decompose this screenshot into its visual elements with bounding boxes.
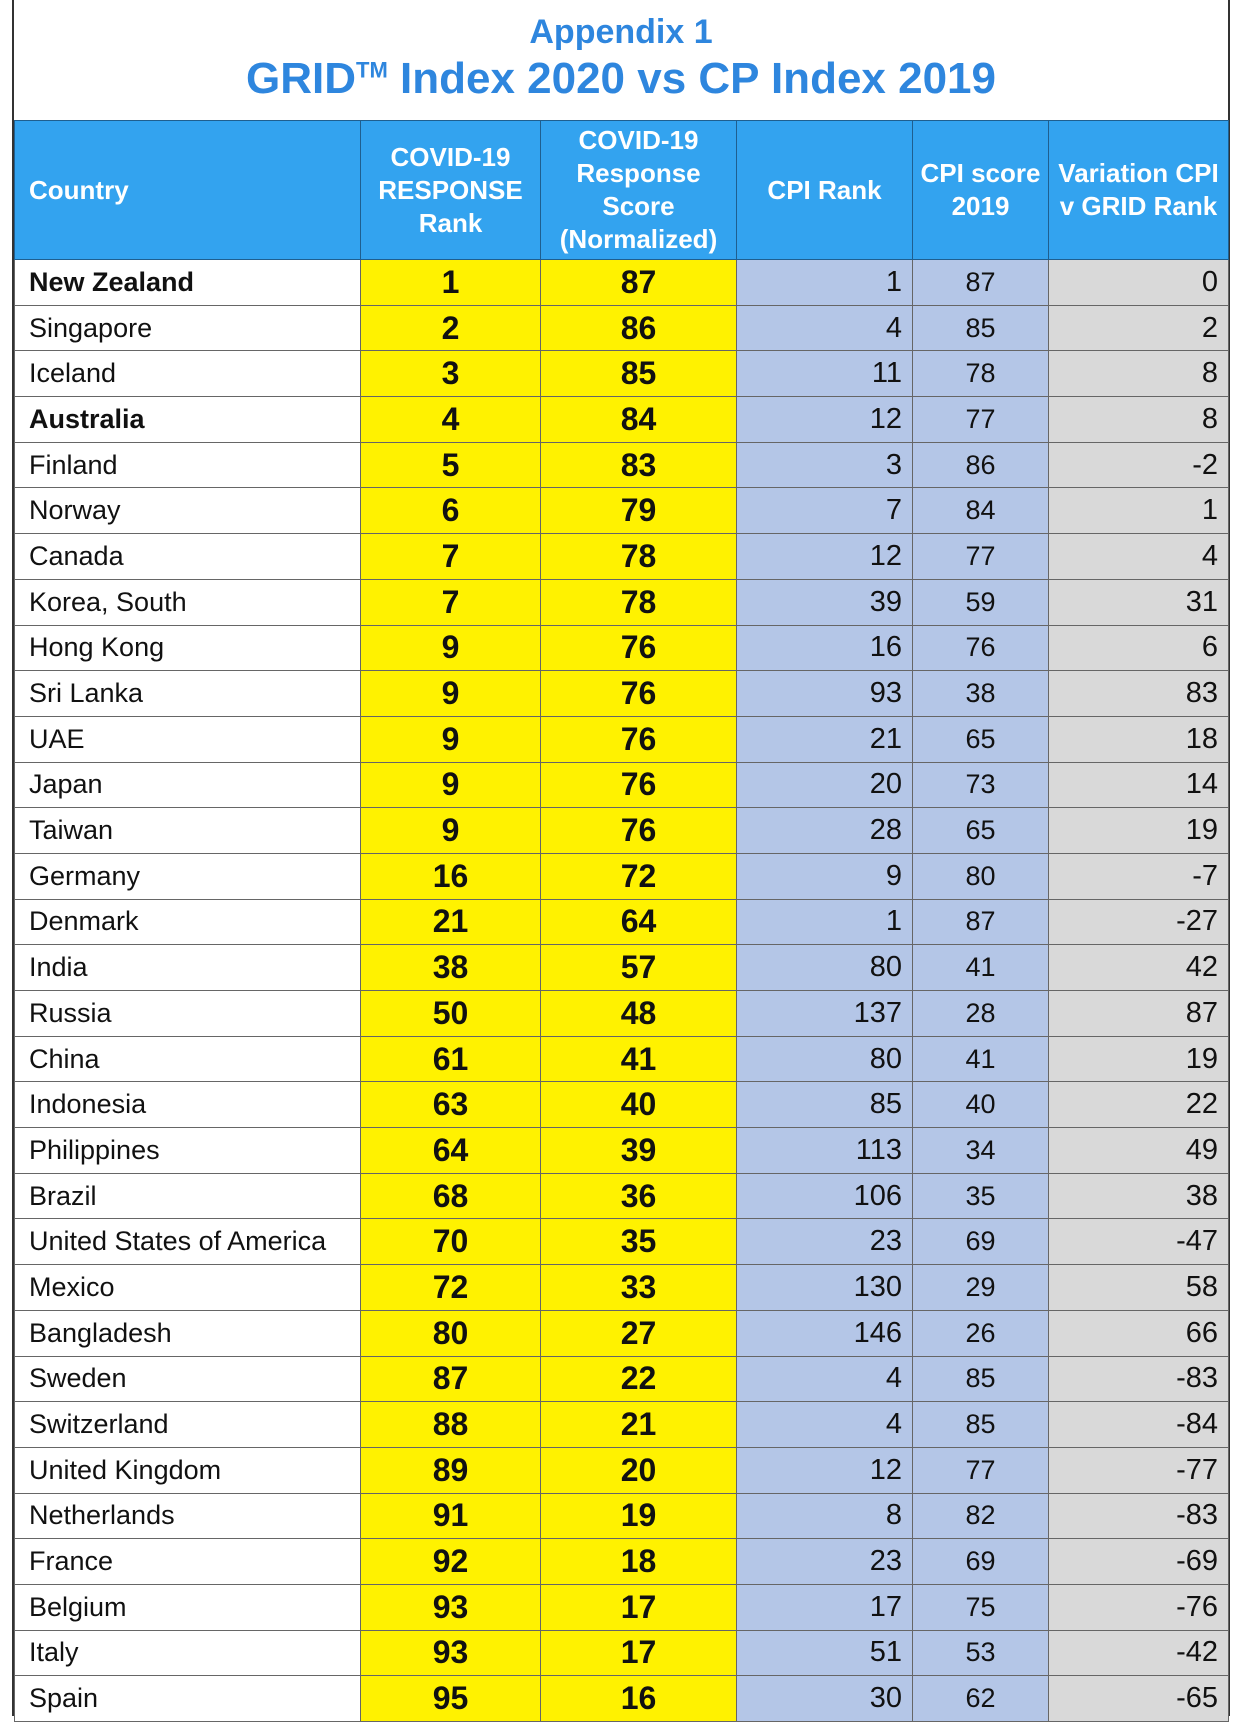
- cpi-score-cell: 85: [913, 1356, 1049, 1402]
- response-score-cell: 22: [541, 1356, 737, 1402]
- country-cell: United States of America: [15, 1219, 361, 1265]
- title-prefix: GRID: [246, 54, 356, 103]
- variation-cell: -65: [1049, 1676, 1229, 1722]
- table-row: [15, 671, 1229, 717]
- country-cell: Philippines: [15, 1128, 361, 1174]
- variation-cell: 22: [1049, 1082, 1229, 1128]
- cpi-score-cell: 77: [913, 397, 1049, 443]
- response-score-cell: 35: [541, 1219, 737, 1265]
- cpi-score-cell: 85: [913, 1402, 1049, 1448]
- response-score-cell: 40: [541, 1082, 737, 1128]
- table-row: [15, 579, 1229, 625]
- response-rank-cell: 68: [361, 1173, 541, 1219]
- table-row: [15, 305, 1229, 351]
- cpi-rank-cell: 11: [737, 351, 913, 397]
- variation-cell: 4: [1049, 534, 1229, 580]
- cpi-rank-cell: 3: [737, 442, 913, 488]
- response-score-cell: 78: [541, 579, 737, 625]
- table-row: [15, 1493, 1229, 1539]
- response-score-cell: 48: [541, 991, 737, 1037]
- cpi-score-cell: 69: [913, 1539, 1049, 1585]
- response-rank-cell: 87: [361, 1356, 541, 1402]
- country-cell: India: [15, 945, 361, 991]
- table-row: [15, 1265, 1229, 1311]
- cpi-score-cell: 75: [913, 1584, 1049, 1630]
- response-score-cell: 72: [541, 853, 737, 899]
- country-cell: New Zealand: [15, 260, 361, 306]
- country-cell: Norway: [15, 488, 361, 534]
- response-rank-cell: 61: [361, 1036, 541, 1082]
- cpi-rank-cell: 4: [737, 1402, 913, 1448]
- response-score-cell: 76: [541, 671, 737, 717]
- cpi-score-cell: 40: [913, 1082, 1049, 1128]
- response-score-cell: 79: [541, 488, 737, 534]
- cpi-rank-cell: 1: [737, 260, 913, 306]
- cpi-score-cell: 73: [913, 762, 1049, 808]
- cpi-score-cell: 28: [913, 991, 1049, 1037]
- response-score-cell: 85: [541, 351, 737, 397]
- response-score-cell: 39: [541, 1128, 737, 1174]
- table-row: [15, 1630, 1229, 1676]
- response-score-cell: 57: [541, 945, 737, 991]
- response-rank-cell: 7: [361, 579, 541, 625]
- country-cell: Belgium: [15, 1584, 361, 1630]
- country-cell: United Kingdom: [15, 1447, 361, 1493]
- variation-cell: 49: [1049, 1128, 1229, 1174]
- cpi-score-cell: 59: [913, 579, 1049, 625]
- table-row: [15, 488, 1229, 534]
- variation-cell: 42: [1049, 945, 1229, 991]
- country-cell: Japan: [15, 762, 361, 808]
- country-cell: UAE: [15, 716, 361, 762]
- response-score-cell: 19: [541, 1493, 737, 1539]
- table-body: [15, 260, 1229, 1722]
- country-cell: Sri Lanka: [15, 671, 361, 717]
- cpi-rank-cell: 51: [737, 1630, 913, 1676]
- cpi-score-cell: 65: [913, 808, 1049, 854]
- header-response-score: COVID-19 Response Score (Normalized): [541, 121, 737, 260]
- cpi-score-cell: 26: [913, 1310, 1049, 1356]
- cpi-rank-cell: 12: [737, 534, 913, 580]
- country-cell: Spain: [15, 1676, 361, 1722]
- response-score-cell: 76: [541, 762, 737, 808]
- cpi-score-cell: 38: [913, 671, 1049, 717]
- cpi-rank-cell: 7: [737, 488, 913, 534]
- cpi-rank-cell: 137: [737, 991, 913, 1037]
- response-rank-cell: 1: [361, 260, 541, 306]
- country-cell: Finland: [15, 442, 361, 488]
- country-cell: China: [15, 1036, 361, 1082]
- table-row: [15, 1356, 1229, 1402]
- response-rank-cell: 93: [361, 1584, 541, 1630]
- cpi-rank-cell: 8: [737, 1493, 913, 1539]
- cpi-rank-cell: 21: [737, 716, 913, 762]
- response-rank-cell: 64: [361, 1128, 541, 1174]
- country-cell: Sweden: [15, 1356, 361, 1402]
- response-rank-cell: 95: [361, 1676, 541, 1722]
- response-rank-cell: 9: [361, 625, 541, 671]
- response-rank-cell: 72: [361, 1265, 541, 1311]
- variation-cell: -69: [1049, 1539, 1229, 1585]
- trademark-superscript: TM: [356, 57, 388, 83]
- cpi-score-cell: 29: [913, 1265, 1049, 1311]
- country-cell: Australia: [15, 397, 361, 443]
- cpi-score-cell: 77: [913, 1447, 1049, 1493]
- variation-cell: 19: [1049, 1036, 1229, 1082]
- header-response-rank: COVID-19 RESPONSE Rank: [361, 121, 541, 260]
- response-rank-cell: 9: [361, 716, 541, 762]
- country-cell: Brazil: [15, 1173, 361, 1219]
- country-cell: Hong Kong: [15, 625, 361, 671]
- variation-cell: 83: [1049, 671, 1229, 717]
- variation-cell: 8: [1049, 351, 1229, 397]
- cpi-score-cell: 41: [913, 945, 1049, 991]
- response-score-cell: 20: [541, 1447, 737, 1493]
- variation-cell: 14: [1049, 762, 1229, 808]
- cpi-rank-cell: 85: [737, 1082, 913, 1128]
- country-cell: Singapore: [15, 305, 361, 351]
- cpi-score-cell: 62: [913, 1676, 1049, 1722]
- variation-cell: 18: [1049, 716, 1229, 762]
- response-score-cell: 17: [541, 1630, 737, 1676]
- cpi-score-cell: 41: [913, 1036, 1049, 1082]
- cpi-rank-cell: 23: [737, 1539, 913, 1585]
- table-row: [15, 625, 1229, 671]
- response-score-cell: 33: [541, 1265, 737, 1311]
- cpi-score-cell: 69: [913, 1219, 1049, 1265]
- cpi-score-cell: 35: [913, 1173, 1049, 1219]
- variation-cell: 0: [1049, 260, 1229, 306]
- variation-cell: 66: [1049, 1310, 1229, 1356]
- cpi-score-cell: 53: [913, 1630, 1049, 1676]
- cpi-rank-cell: 1: [737, 899, 913, 945]
- cpi-rank-cell: 20: [737, 762, 913, 808]
- table-row: [15, 1584, 1229, 1630]
- cpi-rank-cell: 30: [737, 1676, 913, 1722]
- table-row: [15, 260, 1229, 306]
- country-cell: Korea, South: [15, 579, 361, 625]
- variation-cell: -83: [1049, 1493, 1229, 1539]
- response-rank-cell: 6: [361, 488, 541, 534]
- response-rank-cell: 4: [361, 397, 541, 443]
- variation-cell: 8: [1049, 397, 1229, 443]
- response-score-cell: 87: [541, 260, 737, 306]
- appendix-title: Appendix 1: [529, 13, 713, 51]
- response-score-cell: 86: [541, 305, 737, 351]
- table-row: [15, 808, 1229, 854]
- response-score-cell: 84: [541, 397, 737, 443]
- variation-cell: -77: [1049, 1447, 1229, 1493]
- cpi-rank-cell: 106: [737, 1173, 913, 1219]
- header-country: Country: [15, 121, 361, 260]
- cpi-rank-cell: 28: [737, 808, 913, 854]
- response-rank-cell: 70: [361, 1219, 541, 1265]
- response-rank-cell: 7: [361, 534, 541, 580]
- country-cell: Russia: [15, 991, 361, 1037]
- table-row: [15, 442, 1229, 488]
- response-score-cell: 78: [541, 534, 737, 580]
- response-rank-cell: 16: [361, 853, 541, 899]
- cpi-rank-cell: 39: [737, 579, 913, 625]
- table-row: [15, 1082, 1229, 1128]
- cpi-score-cell: 87: [913, 899, 1049, 945]
- response-score-cell: 21: [541, 1402, 737, 1448]
- cpi-rank-cell: 4: [737, 305, 913, 351]
- variation-cell: -76: [1049, 1584, 1229, 1630]
- response-score-cell: 64: [541, 899, 737, 945]
- response-rank-cell: 9: [361, 671, 541, 717]
- country-cell: Italy: [15, 1630, 361, 1676]
- table-row: [15, 351, 1229, 397]
- cpi-rank-cell: 12: [737, 1447, 913, 1493]
- variation-cell: 58: [1049, 1265, 1229, 1311]
- response-rank-cell: 80: [361, 1310, 541, 1356]
- response-rank-cell: 93: [361, 1630, 541, 1676]
- response-score-cell: 18: [541, 1539, 737, 1585]
- table-row: [15, 1036, 1229, 1082]
- cpi-rank-cell: 80: [737, 1036, 913, 1082]
- response-score-cell: 27: [541, 1310, 737, 1356]
- response-rank-cell: 9: [361, 808, 541, 854]
- table-row: [15, 991, 1229, 1037]
- cpi-score-cell: 78: [913, 351, 1049, 397]
- variation-cell: -42: [1049, 1630, 1229, 1676]
- response-rank-cell: 63: [361, 1082, 541, 1128]
- country-cell: Netherlands: [15, 1493, 361, 1539]
- cpi-score-cell: 34: [913, 1128, 1049, 1174]
- cpi-score-cell: 86: [913, 442, 1049, 488]
- response-rank-cell: 50: [361, 991, 541, 1037]
- response-rank-cell: 88: [361, 1402, 541, 1448]
- header-row: [15, 121, 1229, 260]
- table-row: [15, 1128, 1229, 1174]
- response-score-cell: 76: [541, 716, 737, 762]
- variation-cell: 19: [1049, 808, 1229, 854]
- table-title: [14, 52, 1228, 106]
- document-frame: [12, 0, 1230, 1716]
- variation-cell: -47: [1049, 1219, 1229, 1265]
- cpi-score-cell: 87: [913, 260, 1049, 306]
- variation-cell: 1: [1049, 488, 1229, 534]
- country-cell: Mexico: [15, 1265, 361, 1311]
- country-cell: Bangladesh: [15, 1310, 361, 1356]
- cpi-rank-cell: 113: [737, 1128, 913, 1174]
- header-cpi-rank: CPI Rank: [737, 121, 913, 260]
- response-score-cell: 41: [541, 1036, 737, 1082]
- cpi-rank-cell: 80: [737, 945, 913, 991]
- response-score-cell: 83: [541, 442, 737, 488]
- variation-cell: 31: [1049, 579, 1229, 625]
- response-score-cell: 17: [541, 1584, 737, 1630]
- cpi-score-cell: 82: [913, 1493, 1049, 1539]
- response-rank-cell: 21: [361, 899, 541, 945]
- cpi-score-cell: 65: [913, 716, 1049, 762]
- cpi-rank-cell: 16: [737, 625, 913, 671]
- variation-cell: 2: [1049, 305, 1229, 351]
- cpi-rank-cell: 23: [737, 1219, 913, 1265]
- country-cell: Indonesia: [15, 1082, 361, 1128]
- variation-cell: -2: [1049, 442, 1229, 488]
- cpi-score-cell: 84: [913, 488, 1049, 534]
- cpi-rank-cell: 12: [737, 397, 913, 443]
- cpi-score-cell: 76: [913, 625, 1049, 671]
- response-rank-cell: 2: [361, 305, 541, 351]
- response-rank-cell: 5: [361, 442, 541, 488]
- variation-cell: -27: [1049, 899, 1229, 945]
- table-row: [15, 1310, 1229, 1356]
- variation-cell: -7: [1049, 853, 1229, 899]
- response-score-cell: 36: [541, 1173, 737, 1219]
- table-row: [15, 762, 1229, 808]
- variation-cell: 87: [1049, 991, 1229, 1037]
- country-cell: Taiwan: [15, 808, 361, 854]
- title-suffix: Index 2020 vs CP Index 2019: [387, 54, 996, 103]
- cpi-score-cell: 80: [913, 853, 1049, 899]
- response-rank-cell: 38: [361, 945, 541, 991]
- response-rank-cell: 9: [361, 762, 541, 808]
- variation-cell: -83: [1049, 1356, 1229, 1402]
- table-row: [15, 1539, 1229, 1585]
- country-cell: Canada: [15, 534, 361, 580]
- country-cell: Denmark: [15, 899, 361, 945]
- country-cell: Germany: [15, 853, 361, 899]
- table-row: [15, 853, 1229, 899]
- table-row: [15, 1219, 1229, 1265]
- table-row: [15, 716, 1229, 762]
- table-row: [15, 1173, 1229, 1219]
- response-rank-cell: 89: [361, 1447, 541, 1493]
- cpi-rank-cell: 130: [737, 1265, 913, 1311]
- country-cell: France: [15, 1539, 361, 1585]
- response-score-cell: 16: [541, 1676, 737, 1722]
- table-row: [15, 534, 1229, 580]
- response-rank-cell: 3: [361, 351, 541, 397]
- table-row: [15, 1676, 1229, 1722]
- cpi-rank-cell: 146: [737, 1310, 913, 1356]
- response-rank-cell: 91: [361, 1493, 541, 1539]
- country-cell: Iceland: [15, 351, 361, 397]
- cpi-rank-cell: 17: [737, 1584, 913, 1630]
- table-row: [15, 945, 1229, 991]
- header-cpi-score: CPI score 2019: [913, 121, 1049, 260]
- response-score-cell: 76: [541, 808, 737, 854]
- table-row: [15, 1402, 1229, 1448]
- table-row: [15, 397, 1229, 443]
- cpi-rank-cell: 9: [737, 853, 913, 899]
- cpi-rank-cell: 4: [737, 1356, 913, 1402]
- cpi-score-cell: 77: [913, 534, 1049, 580]
- variation-cell: 6: [1049, 625, 1229, 671]
- title-area: [14, 0, 1228, 120]
- cpi-score-cell: 85: [913, 305, 1049, 351]
- comparison-table: [14, 120, 1229, 1722]
- cpi-rank-cell: 93: [737, 671, 913, 717]
- variation-cell: 38: [1049, 1173, 1229, 1219]
- header-variation: Variation CPI v GRID Rank: [1049, 121, 1229, 260]
- variation-cell: -84: [1049, 1402, 1229, 1448]
- response-score-cell: 76: [541, 625, 737, 671]
- country-cell: Switzerland: [15, 1402, 361, 1448]
- table-row: [15, 899, 1229, 945]
- response-rank-cell: 92: [361, 1539, 541, 1585]
- table-row: [15, 1447, 1229, 1493]
